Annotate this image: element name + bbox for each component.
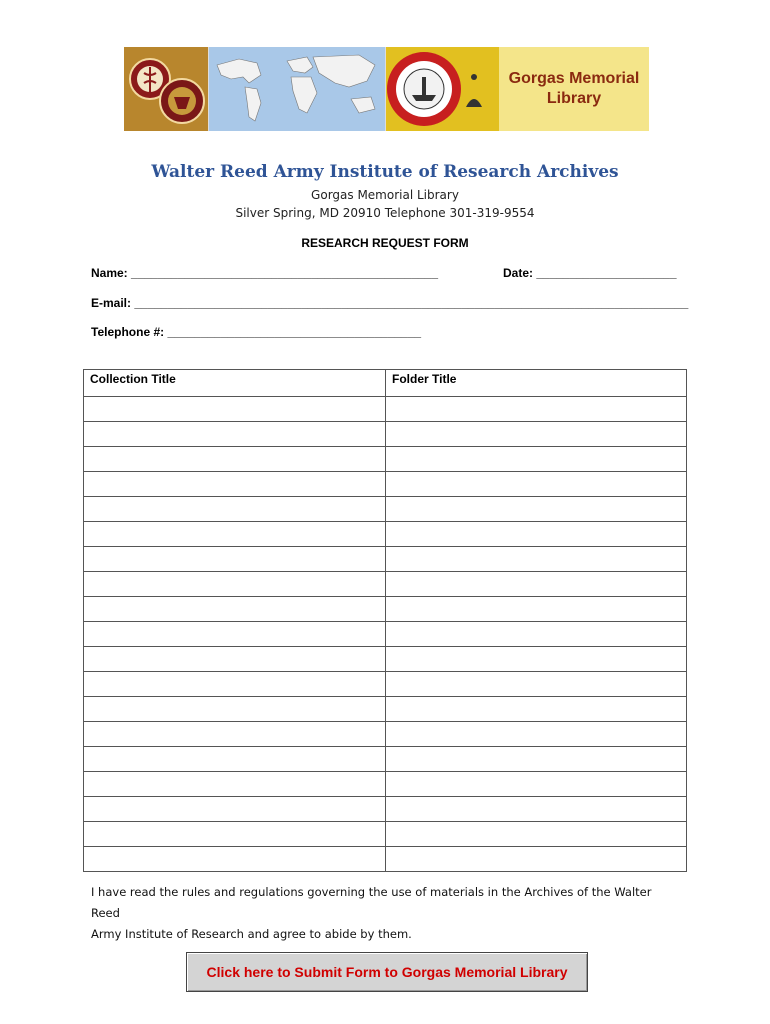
library-name-line2: Library [546,90,602,107]
table-row [84,572,687,597]
folder-title-cell[interactable] [386,547,687,572]
collection-title-cell[interactable] [84,522,386,547]
agreement-text [91,882,681,945]
collection-title-cell[interactable] [84,697,386,722]
folder-title-cell[interactable] [386,472,687,497]
collection-title-cell[interactable] [84,747,386,772]
table-row [84,397,687,422]
library-name-line1: Gorgas Memorial [508,70,640,87]
library-name-subtitle: Gorgas Memorial Library [311,188,459,202]
collection-title-cell[interactable] [84,722,386,747]
folder-title-cell[interactable] [386,747,687,772]
telephone-field[interactable]: Telephone #: ______________________________________ [91,325,422,339]
collection-title-cell[interactable] [84,397,386,422]
header-banner [124,47,649,131]
table-row [84,722,687,747]
table-row [84,422,687,447]
library-title-panel [499,47,649,131]
folder-title-cell[interactable] [386,447,687,472]
table-row [84,447,687,472]
collection-title-cell[interactable] [84,647,386,672]
table-row [84,597,687,622]
table-header-row [84,370,687,397]
table-row [84,472,687,497]
agreement-line1: I have read the rules and regulations governing the use of materials in the Archives of the Walter Reed [91,885,652,920]
table-row [84,697,687,722]
collection-title-cell[interactable] [84,547,386,572]
table-row [84,547,687,572]
collection-title-cell[interactable] [84,572,386,597]
folder-title-cell[interactable] [386,647,687,672]
folder-title-cell[interactable] [386,422,687,447]
table-row [84,497,687,522]
folder-title-cell[interactable] [386,697,687,722]
collection-title-cell[interactable] [84,822,386,847]
folder-title-cell[interactable] [386,497,687,522]
table-row [84,522,687,547]
collection-title-cell[interactable] [84,797,386,822]
folder-title-cell[interactable] [386,672,687,697]
folder-title-cell[interactable] [386,622,687,647]
table-row [84,822,687,847]
page-title: Walter Reed Army Institute of Research Archives [151,162,619,182]
table-row [84,847,687,872]
folder-title-cell[interactable] [386,822,687,847]
table-row [84,622,687,647]
name-field[interactable]: Name: ______________________________________________ [91,266,439,280]
folder-title-cell[interactable] [386,722,687,747]
table-row [84,647,687,672]
collection-title-cell[interactable] [84,847,386,872]
folder-title-header: Folder Title [386,370,687,397]
folder-title-cell[interactable] [386,847,687,872]
collection-title-cell[interactable] [84,497,386,522]
folder-title-cell[interactable] [386,597,687,622]
folder-title-cell[interactable] [386,397,687,422]
collection-title-cell[interactable] [84,597,386,622]
collection-title-cell[interactable] [84,447,386,472]
form-title: RESEARCH REQUEST FORM [301,236,469,250]
world-map-image [208,47,386,131]
naval-research-seal-logo [386,47,499,131]
submit-form-button[interactable]: Click here to Submit Form to Gorgas Memorial Library [186,952,588,992]
collection-title-cell[interactable] [84,622,386,647]
folder-title-cell[interactable] [386,797,687,822]
request-table [83,369,687,872]
collection-title-header: Collection Title [84,370,386,397]
folder-title-cell[interactable] [386,572,687,597]
email-field[interactable]: E-mail: ___________________________________________________________________________________ [91,296,689,310]
address-phone-line: Silver Spring, MD 20910 Telephone 301-319-9554 [235,206,535,220]
date-field[interactable]: Date: _____________________ [503,266,677,280]
collection-title-cell[interactable] [84,772,386,797]
table-row [84,797,687,822]
agreement-line2: Army Institute of Research and agree to abide by them. [91,927,412,941]
table-row [84,672,687,697]
collection-title-cell[interactable] [84,472,386,497]
collection-title-cell[interactable] [84,422,386,447]
folder-title-cell[interactable] [386,522,687,547]
table-row [84,772,687,797]
collection-title-cell[interactable] [84,672,386,697]
table-row [84,747,687,772]
folder-title-cell[interactable] [386,772,687,797]
army-seals-logo [124,47,208,131]
